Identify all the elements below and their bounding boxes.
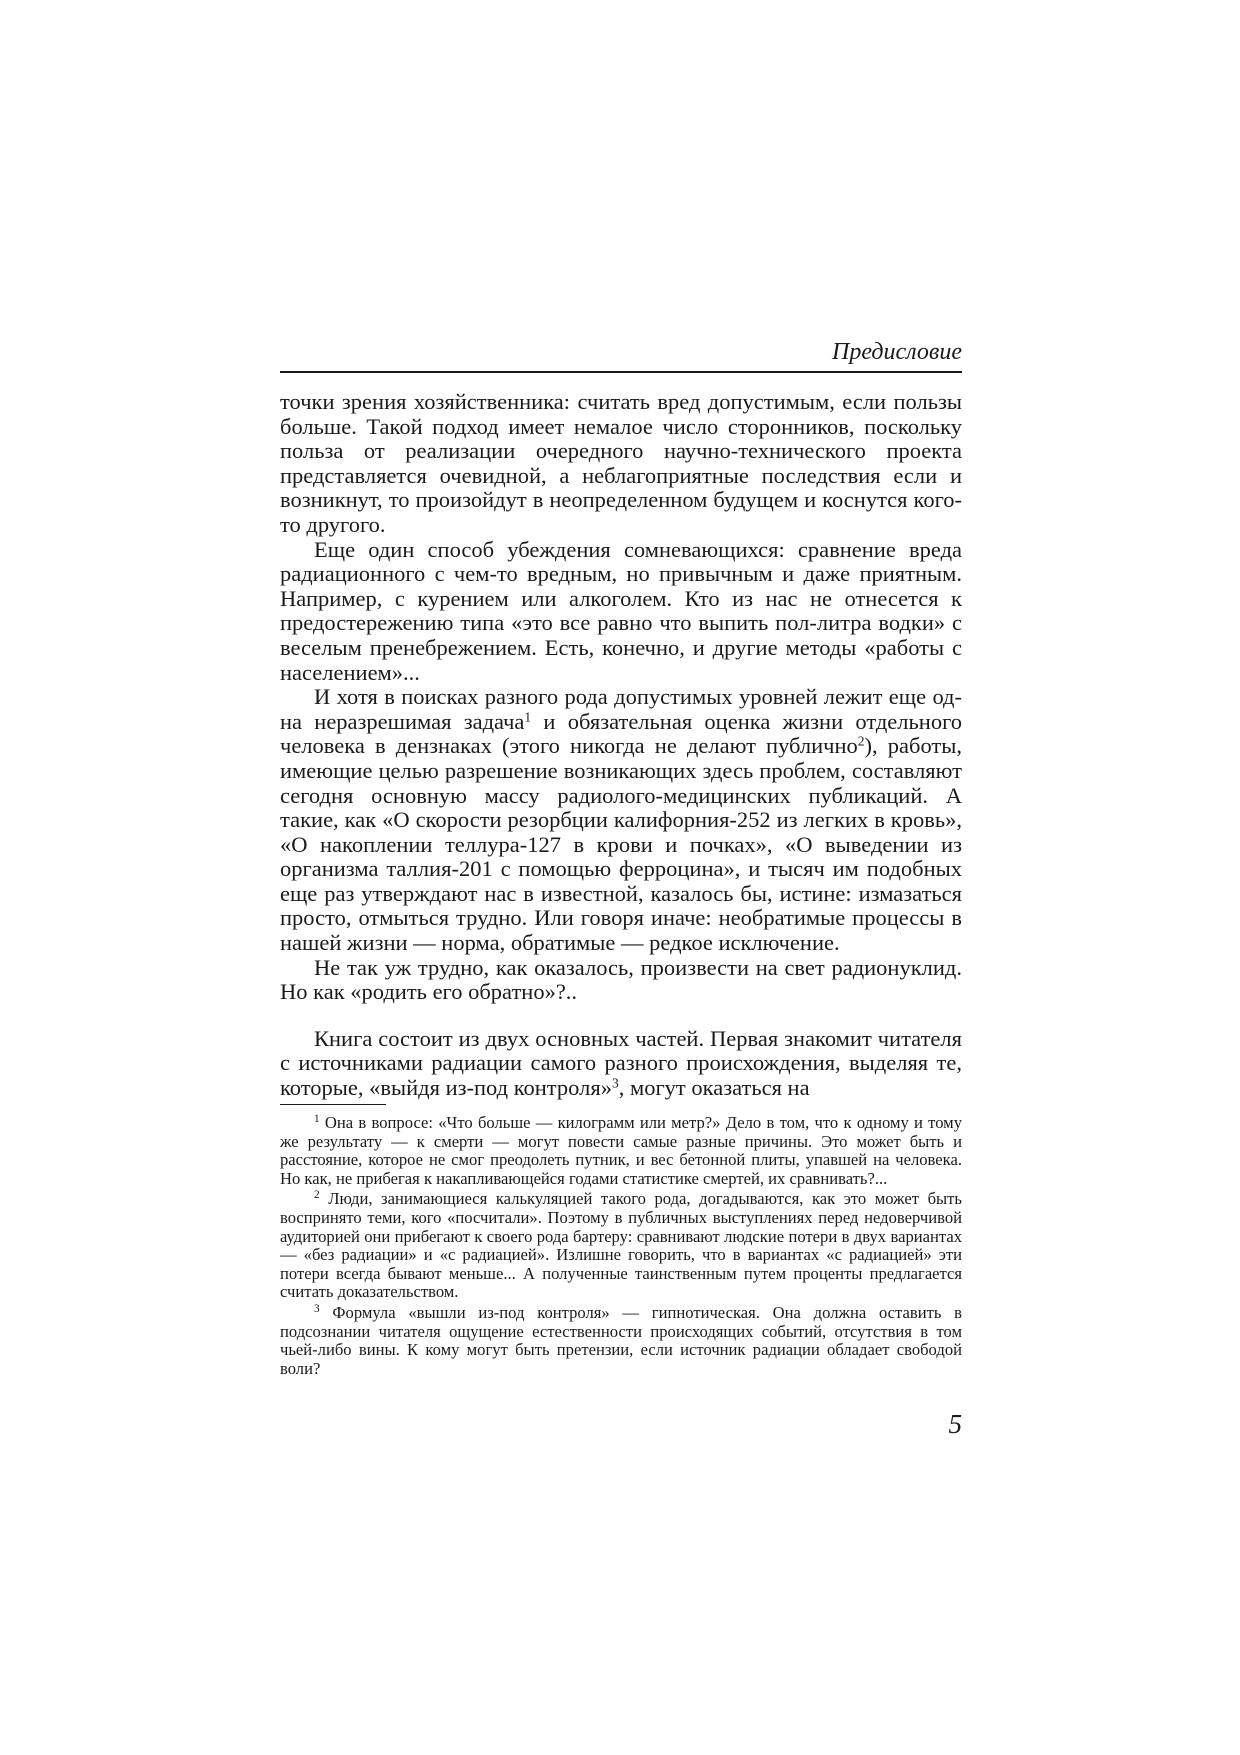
paragraph-5-text-b: , могут оказаться на (618, 1075, 810, 1101)
paragraph (280, 956, 962, 1005)
paragraph-3-text-b: и обязательная оценка жизни отдельного человека в дензнаках (этого никогда не делают публично (280, 708, 962, 759)
footnote-ref-2: 2 (857, 733, 865, 749)
paragraph (280, 685, 962, 956)
footnote-mark: 1 (314, 1112, 320, 1125)
footnote-ref-3: 3 (611, 1075, 619, 1091)
footnotes (280, 1114, 962, 1380)
paragraph (280, 538, 962, 686)
paragraph-3-text-a: И хотя в поисках разного рода допустимых уровней лежит еще одна неразрешимая задача (280, 684, 962, 734)
paragraph-1-text: точки зрения хозяйственника: считать вред допустимым, если пользы больше. Такой подход имеет немалое число сторонников, поскольку польза от реализации очередного научно-технического проекта представляется очевидной, а неблагоприятные последствия если и возникнут, то произойдут в неопределенном будущем и коснутся кого-то другого. (280, 389, 962, 537)
running-title: Предисловие (831, 339, 962, 365)
footnote (280, 1114, 962, 1188)
paragraph-5-text-a: Книга состоит из двух основных частей. Первая знакомит читателя с источниками радиации самого разного происхождения, выделяя те, которые, «выйдя из-под контроля» (280, 1025, 962, 1101)
footnote-ref-1: 1 (524, 709, 532, 725)
footnote (280, 1190, 962, 1302)
paragraph-2-text: Еще один способ убеждения сомневающихся: сравнение вреда радиационного с чем-то вредным, но привычным и даже приятным. Например, с курением или алкоголем. Кто из нас не отнесется к предостережению типа «это все равно что выпить пол-литра водки» с веселым пренебрежением. Есть, конечно, и другие методы «работы с населением»... (280, 536, 962, 685)
footnote-mark: 2 (314, 1189, 320, 1202)
footnote (280, 1304, 962, 1378)
main-text (280, 390, 962, 1101)
footnote-rule (280, 1104, 386, 1105)
paragraph-4-text: Не так уж трудно, как оказалось, произвести на свет радионуклид. Но как «родить его обратно»?.. (280, 954, 962, 1005)
header-rule (280, 371, 962, 373)
book-page (280, 0, 962, 1755)
footnote-mark: 3 (314, 1302, 320, 1315)
paragraph-continued (280, 390, 962, 538)
page-number: 5 (948, 1409, 962, 1439)
footnote-text: Она в вопросе: «Что больше — килограмм или метр?» Дело в том, что к одному и тому же результату — к смерти — могут повести самые разные причины. Это может быть и расстояние, которое не смог преодолеть путник, и вес бетонной плиты, упавшей на человека. Но как, не прибегая к накапливающейся годами статистике смертей, их сравнивать?... (280, 1113, 962, 1188)
footnote-text: Люди, занимающиеся калькуляцией такого рода, догадываются, как это может быть воспринято теми, кого «посчитали». Поэтому в публичных выступлениях перед недоверчивой аудиторией они прибегают к своего рода бартеру: сравнивают людские потери в двух вариантах — «без радиации» и «с радиацией». Излишне говорить, что в вариантах «с радиацией» эти потери всегда бывают меньше... А полученные таинственным путем проценты предлагается считать доказательством. (280, 1189, 962, 1302)
footnote-text: Формула «вышли из-под контроля» — гипнотическая. Она должна оставить в подсознании читателя ощущение естественности происходящих событий, отсутствия в том чьей-либо вины. К кому могут быть претензии, если источник радиации обладает свободой воли? (280, 1302, 962, 1378)
paragraph (280, 1027, 962, 1101)
paragraph-3-text-c: ), работы, имеющие целью разрешение возникающих здесь проблем, составляют сегодня основную массу радиолого-медицинских публикаций. А такие, как «О скорости резорбции калифорния-252 из легких в кровь», «О накоплении теллура-127 в крови и почках», «О выведении из организма таллия-201 с помощью ферроцина», и тысяч им подобных еще раз утверждают нас в известной, казалось бы, истине: измазаться просто, отмыться трудно. Или говоря иначе: необратимые процессы в нашей жизни — норма, обратимые — редкое исключение. (280, 733, 962, 956)
